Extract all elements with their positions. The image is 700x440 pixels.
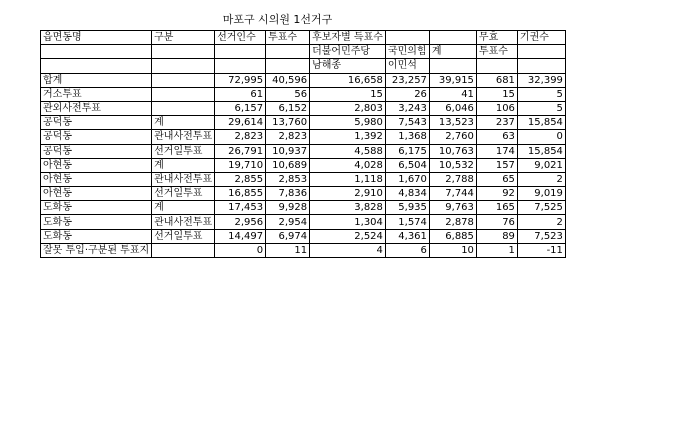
table-cell [429, 31, 476, 45]
table-cell: 26,791 [215, 144, 266, 158]
table-cell: 41 [429, 87, 476, 101]
table-cell: 2,760 [429, 130, 476, 144]
table-cell: 6,152 [266, 101, 310, 115]
table-cell: 계 [429, 45, 476, 59]
table-cell: 2,788 [429, 172, 476, 186]
table-cell: 2,910 [310, 187, 386, 201]
table-cell [517, 59, 565, 73]
table-cell: 관내사전투표 [152, 130, 215, 144]
table-cell: 5,935 [385, 201, 429, 215]
table-cell: 174 [476, 144, 517, 158]
table-cell [266, 59, 310, 73]
table-cell [152, 59, 215, 73]
table-cell [476, 59, 517, 73]
table-cell: 237 [476, 116, 517, 130]
election-results-table [40, 30, 566, 258]
table-cell: 2,956 [215, 215, 266, 229]
table-cell: 투표수 [476, 45, 517, 59]
table-cell [215, 45, 266, 59]
table-cell: 2,855 [215, 172, 266, 186]
header-row [41, 59, 566, 73]
table-cell: 40,596 [266, 73, 310, 87]
table-cell: 106 [476, 101, 517, 115]
table-cell: 선거일투표 [152, 144, 215, 158]
table-cell: 국민의힘 [385, 45, 429, 59]
table-cell: -11 [517, 243, 565, 257]
sheet-title: 마포구 시의원 1선거구 [222, 13, 333, 26]
table-cell: 6,504 [385, 158, 429, 172]
table-cell: 아현동 [41, 158, 152, 172]
table-cell: 10,689 [266, 158, 310, 172]
table-cell [152, 243, 215, 257]
table-cell: 39,915 [429, 73, 476, 87]
table-cell [429, 59, 476, 73]
table-cell: 6,157 [215, 101, 266, 115]
table-row [41, 187, 566, 201]
table-cell: 아현동 [41, 187, 152, 201]
table-cell: 공덕동 [41, 144, 152, 158]
table-cell: 계 [152, 158, 215, 172]
table-cell: 아현동 [41, 172, 152, 186]
table-cell: 공덕동 [41, 116, 152, 130]
table-cell: 16,658 [310, 73, 386, 87]
table-cell [385, 31, 429, 45]
table-cell: 1,368 [385, 130, 429, 144]
table-cell: 56 [266, 87, 310, 101]
table-cell: 2,853 [266, 172, 310, 186]
table-cell [266, 45, 310, 59]
header-row [41, 45, 566, 59]
table-cell: 2 [517, 172, 565, 186]
table-cell: 7,543 [385, 116, 429, 130]
table-cell: 157 [476, 158, 517, 172]
table-cell: 61 [215, 87, 266, 101]
table-cell [152, 101, 215, 115]
table-cell: 4,588 [310, 144, 386, 158]
table-cell: 6,175 [385, 144, 429, 158]
table-cell: 거소투표 [41, 87, 152, 101]
table-row [41, 101, 566, 115]
table-cell: 2,524 [310, 229, 386, 243]
table-cell: 도화동 [41, 229, 152, 243]
table-cell: 2,954 [266, 215, 310, 229]
table-row [41, 116, 566, 130]
table-cell: 선거일투표 [152, 187, 215, 201]
table-cell: 26 [385, 87, 429, 101]
table-cell: 공덕동 [41, 130, 152, 144]
table-cell: 14,497 [215, 229, 266, 243]
table-cell [152, 45, 215, 59]
table-cell: 7,744 [429, 187, 476, 201]
table-cell: 19,710 [215, 158, 266, 172]
table-cell: 5,980 [310, 116, 386, 130]
table-cell: 29,614 [215, 116, 266, 130]
table-row [41, 158, 566, 172]
table-cell: 65 [476, 172, 517, 186]
table-cell: 6,046 [429, 101, 476, 115]
table-cell: 관내사전투표 [152, 215, 215, 229]
table-cell: 7,523 [517, 229, 565, 243]
table-cell: 17,453 [215, 201, 266, 215]
table-cell: 5 [517, 101, 565, 115]
table-row [41, 144, 566, 158]
table-cell: 1,392 [310, 130, 386, 144]
table-cell: 투표수 [266, 31, 310, 45]
table-cell: 9,928 [266, 201, 310, 215]
table-cell: 7,836 [266, 187, 310, 201]
table-cell: 잘못 투입·구분된 투표지 [41, 243, 152, 257]
table-row [41, 215, 566, 229]
header-row [41, 31, 566, 45]
table-cell: 10 [429, 243, 476, 257]
table-cell: 76 [476, 215, 517, 229]
table-cell: 4,361 [385, 229, 429, 243]
table-cell: 2,823 [215, 130, 266, 144]
table-cell: 15 [310, 87, 386, 101]
table-cell: 92 [476, 187, 517, 201]
table-cell: 2,823 [266, 130, 310, 144]
table-cell: 1,118 [310, 172, 386, 186]
table-cell: 32,399 [517, 73, 565, 87]
table-cell: 11 [266, 243, 310, 257]
table-cell: 9,763 [429, 201, 476, 215]
table-cell: 13,523 [429, 116, 476, 130]
table-cell [152, 87, 215, 101]
table-cell [41, 45, 152, 59]
table-cell: 도화동 [41, 215, 152, 229]
table-cell: 5 [517, 87, 565, 101]
table-cell: 합계 [41, 73, 152, 87]
table-cell: 15,854 [517, 116, 565, 130]
table-cell [517, 45, 565, 59]
table-cell: 6,885 [429, 229, 476, 243]
table-cell: 681 [476, 73, 517, 87]
table-cell: 선거일투표 [152, 229, 215, 243]
table-cell: 6 [385, 243, 429, 257]
table-cell: 3,828 [310, 201, 386, 215]
table-cell: 63 [476, 130, 517, 144]
table-cell: 3,243 [385, 101, 429, 115]
table-cell: 15,854 [517, 144, 565, 158]
table-cell: 9,021 [517, 158, 565, 172]
table-row [41, 172, 566, 186]
table-row [41, 130, 566, 144]
table-cell: 이민석 [385, 59, 429, 73]
table-cell: 165 [476, 201, 517, 215]
table-cell: 무효 [476, 31, 517, 45]
table-cell: 4,834 [385, 187, 429, 201]
table-cell: 9,019 [517, 187, 565, 201]
table-row [41, 87, 566, 101]
table-cell [41, 59, 152, 73]
table-cell: 관내사전투표 [152, 172, 215, 186]
table-cell: 1,670 [385, 172, 429, 186]
table-cell: 0 [517, 130, 565, 144]
table-cell: 1 [476, 243, 517, 257]
table-cell: 기권수 [517, 31, 565, 45]
table-body [41, 31, 566, 258]
table-cell: 2 [517, 215, 565, 229]
table-cell: 89 [476, 229, 517, 243]
table-cell: 구분 [152, 31, 215, 45]
table-cell: 더불어민주당 [310, 45, 386, 59]
table-cell: 6,974 [266, 229, 310, 243]
table-cell: 72,995 [215, 73, 266, 87]
table-cell: 계 [152, 201, 215, 215]
table-cell: 관외사전투표 [41, 101, 152, 115]
table-cell: 13,760 [266, 116, 310, 130]
table-cell: 남해종 [310, 59, 386, 73]
table-cell: 16,855 [215, 187, 266, 201]
table-cell: 15 [476, 87, 517, 101]
table-cell: 후보자별 득표수 [310, 31, 386, 45]
table-cell: 2,803 [310, 101, 386, 115]
table-cell: 2,878 [429, 215, 476, 229]
table-row [41, 201, 566, 215]
table-cell: 1,574 [385, 215, 429, 229]
table-cell: 도화동 [41, 201, 152, 215]
table-cell: 4 [310, 243, 386, 257]
table-cell: 10,937 [266, 144, 310, 158]
table-cell: 선거인수 [215, 31, 266, 45]
table-cell: 1,304 [310, 215, 386, 229]
table-cell [152, 73, 215, 87]
table-row [41, 229, 566, 243]
table-cell: 0 [215, 243, 266, 257]
table-cell: 읍면동명 [41, 31, 152, 45]
table-cell [215, 59, 266, 73]
table-cell: 7,525 [517, 201, 565, 215]
table-cell: 23,257 [385, 73, 429, 87]
table-cell: 10,763 [429, 144, 476, 158]
table-cell: 10,532 [429, 158, 476, 172]
table-cell: 계 [152, 116, 215, 130]
table-row [41, 243, 566, 257]
table-cell: 4,028 [310, 158, 386, 172]
table-row [41, 73, 566, 87]
